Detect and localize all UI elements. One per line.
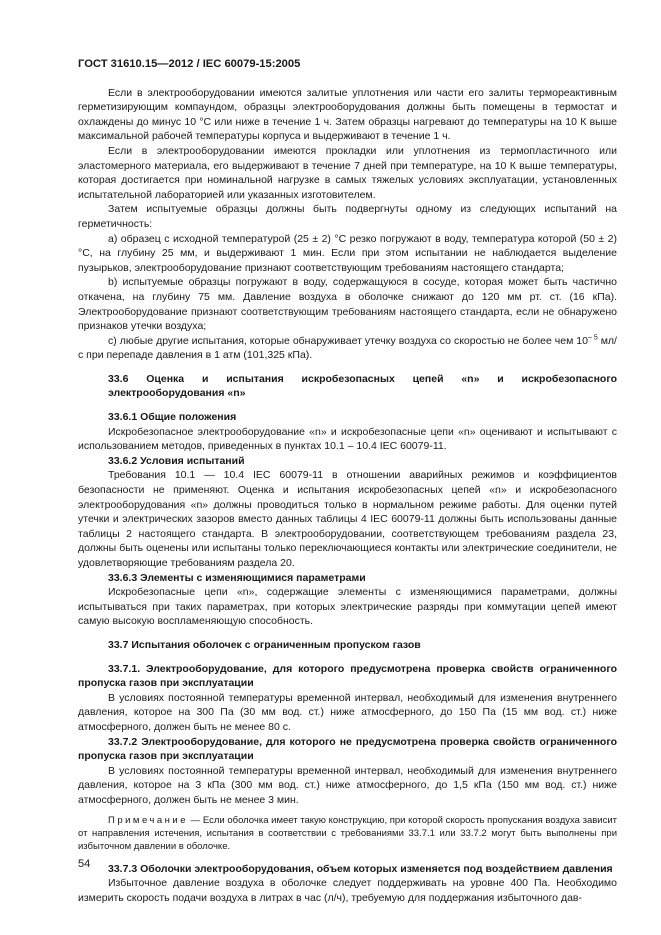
note-label: Примечание <box>108 814 188 826</box>
list-item-b: b) испытуемые образцы погружают в воду, содержащуюся в сосуде, которая может быть частично откачена, на глубину 75 мм. Давление воздуха в оболочке снижают до 120 мм рт. ст. (16 кПа). Электрооборудование признают соответствующим требованиям настоящего стандарта, если не обнаружено признаков утечки воздуха; <box>78 276 617 333</box>
page-number: 54 <box>78 858 91 870</box>
paragraph: Избыточное давление воздуха в оболочке следует поддерживать на уровне 400 Па. Необходимо измерить скорость подачи воздуха в литрах в час (л/ч), требуемую для поддержания избыточного дав- <box>78 877 617 904</box>
document-body <box>78 86 617 906</box>
list-item-c <box>78 334 617 363</box>
section-heading-33-6-3: 33.6.3 Элементы с изменяющимися параметрами <box>108 571 366 584</box>
section-heading-33-6: 33.6 Оценка и испытания искробезопасных цепей «n» и искробезопасного электрооборудования «n» <box>108 372 617 400</box>
paragraph: В условиях постоянной температуры временной интервал, необходимый для изменения внутреннего давления, которое на 300 Па (30 мм вод. ст.) ниже атмосферного, до 150 Па (15 мм вод. ст.) ниже атмосферного, должен быть не менее 80 с. <box>78 691 617 733</box>
paragraph: Требования 10.1 — 10.4 IEC 60079-11 в отношении аварийных режимов и коэффициентов безопасности не применяют. Оценка и испытания искробезопасных цепей «n» и искробезопасного электрооборудования «n» должны проводиться только в нормальном режиме работы. Для оценки путей утечки и электрических зазоров вместо данных таблицы 4 IEC 60079-11 должны быть использованы данные таблицы 2 настоящего стандарта. В электрооборудовании, соответствующем требованиям раздела 23, должны быть оценены или испытаны только переключающиеся контакты или электрические соединители, не удовлетворяющие требованиям раздела 20. <box>78 469 617 569</box>
paragraph: Искробезопасные цепи «n», содержащие элементы с изменяющимися параметрами, должны испытываться при таких параметрах, при которых электрические разряды при коммутации цепей имеют самую высокую воспламеняющую способность. <box>78 586 617 628</box>
paragraph: Затем испытуемые образцы должны быть подвергнуты одному из следующих испытаний на герметичность: <box>78 203 617 230</box>
section-heading-33-6-2: 33.6.2 Условия испытаний <box>108 454 245 467</box>
section-heading-33-7-2: 33.7.2 Электрооборудование, для которого не предусмотрена проверка свойств ограниченного пропуска газов при эксплуатации <box>78 735 617 763</box>
paragraph: Если в электрооборудовании имеются залитые уплотнения или части его залиты термореактивным герметизирующим компаундом, образцы электрооборудования должны быть помещены в термостат и охлаждены до минус 10 °С или ниже в течение 1 ч. Затем образцы нагревают до температуры на 10 К выше максимальной рабочей температуры корпуса и выдерживают в течение 1 ч. <box>78 86 617 143</box>
section-heading-33-7-3: 33.7.3 Оболочки электрооборудования, объем которых изменяется под воздействием давления <box>108 862 613 875</box>
exponent: – 5 <box>587 334 598 342</box>
paragraph: Если в электрооборудовании имеются прокладки или уплотнения из термопластичного или эластомерного материала, его выдерживают в течение 7 дней при температуре, на 10 К выше температуры, которая достигается при номинальной нагрузке в самых тяжелых условиях эксплуатации, установленных испытательной лабораторией или указанных изготовителем. <box>78 144 617 201</box>
list-item-c-text: c) любые другие испытания, которые обнаруживает утечку воздуха со скоростью не более чем 10 <box>108 334 588 347</box>
section-heading-33-7: 33.7 Испытания оболочек с ограниченным пропуском газов <box>108 638 421 651</box>
list-item-a: а) образец с исходной температурой (25 ± 2) °С резко погружают в воду, температура которой (50 ± 2) °С, на глубину 25 мм, и выдерживают 1 мин. Если при этом испытании не наблюдается выделение пузырьков, электрооборудование признают соответствующим требованиям настоящего стандарта; <box>78 232 617 274</box>
paragraph: В условиях постоянной температуры временной интервал, необходимый для изменения внутреннего давления, которое на 3 кПа (300 мм вод. ст.) ниже атмосферного, до 1,5 кПа (150 мм вод. ст.) ниже атмосферного, должен быть не менее 3 мин. <box>78 764 617 806</box>
document-header: ГОСТ 31610.15—2012 / IEC 60079-15:2005 <box>78 58 301 70</box>
section-heading-33-6-1: 33.6.1 Общие положения <box>108 411 237 424</box>
note-text: — Если оболочка имеет такую конструкцию, при которой скорость пропускания воздуха зависит от направления истечения, испытания в соответствии с требованиями 33.7.1 или 33.7.2 могут быть выполнены при избыточном давлении в оболочке. <box>78 814 617 852</box>
section-heading-33-7-1: 33.7.1. Электрооборудование, для которого предусмотрена проверка свойств ограниченного пропуска газов при эксплуатации <box>78 662 617 690</box>
list-item-c-text-end: мл/с при перепаде давления в 1 атм (101,325 кПа). <box>78 334 617 362</box>
paragraph: Искробезопасное электрооборудование «n» и искробезопасные цепи «n» оценивают и испытывают с использованием методов, приведенных в пунктах 10.1 – 10.4 IEC 60079-11. <box>78 425 617 453</box>
note <box>78 814 617 853</box>
